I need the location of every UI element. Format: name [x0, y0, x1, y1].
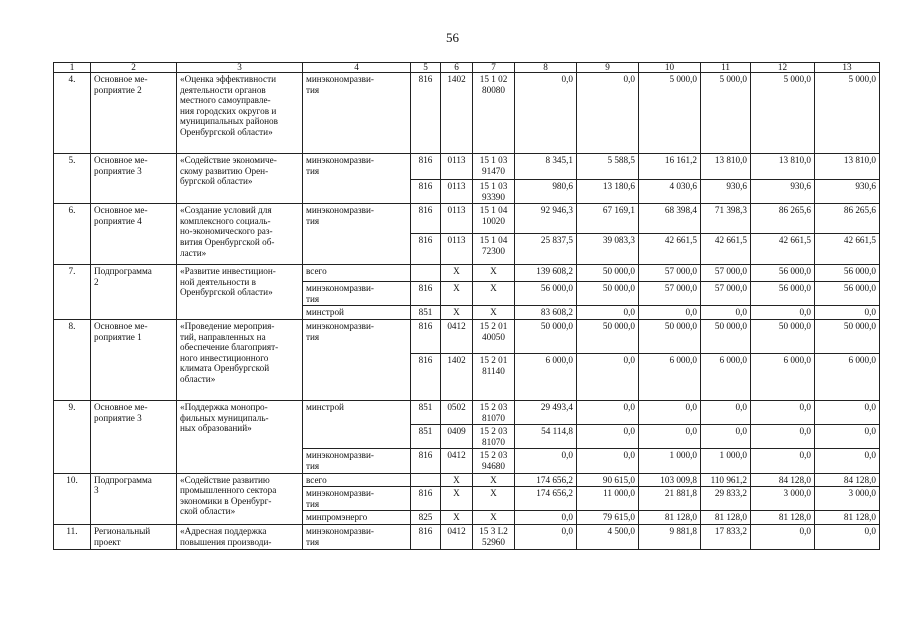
amount-cell: 5 000,0 — [815, 73, 880, 154]
amount-cell: 1 000,0 — [701, 449, 751, 473]
code-csr: X — [473, 487, 515, 511]
amount-cell: 0,0 — [577, 353, 639, 400]
amount-cell: 0,0 — [815, 425, 880, 449]
table-row — [54, 524, 880, 549]
amount-cell: 39 083,3 — [577, 234, 639, 265]
code-grbs — [411, 473, 441, 487]
code-csr: 15 1 04 72300 — [473, 234, 515, 265]
amount-cell: 83 608,2 — [515, 306, 577, 320]
header-cell: 5 — [411, 63, 441, 73]
code-csr: 15 3 L2 52960 — [473, 524, 515, 549]
amount-cell: 0,0 — [701, 400, 751, 424]
code-grbs: 816 — [411, 319, 441, 353]
amount-cell: 0,0 — [815, 524, 880, 549]
code-rzpr: X — [441, 473, 473, 487]
amount-cell: 4 500,0 — [577, 524, 639, 549]
code-grbs: 816 — [411, 180, 441, 204]
amount-cell: 0,0 — [577, 306, 639, 320]
table-row — [54, 400, 880, 424]
header-cell: 2 — [91, 63, 177, 73]
amount-cell: 29 493,4 — [515, 400, 577, 424]
code-grbs: 816 — [411, 353, 441, 400]
event-type: Основное ме- роприятие 4 — [91, 204, 177, 265]
code-rzpr: 1402 — [441, 353, 473, 400]
amount-cell: 56 000,0 — [515, 282, 577, 306]
amount-cell: 0,0 — [751, 449, 815, 473]
event-name: «Адресная поддержка повышения производи- — [177, 524, 303, 549]
amount-cell: 86 265,6 — [751, 204, 815, 234]
code-grbs: 825 — [411, 511, 441, 525]
amount-cell: 57 000,0 — [639, 265, 701, 282]
code-csr: 15 1 03 91470 — [473, 154, 515, 180]
code-grbs: 816 — [411, 73, 441, 154]
code-grbs: 851 — [411, 306, 441, 320]
code-rzpr: 0113 — [441, 154, 473, 180]
amount-cell: 0,0 — [577, 73, 639, 154]
amount-cell: 13 810,0 — [751, 154, 815, 180]
code-grbs: 816 — [411, 204, 441, 234]
code-rzpr: 0113 — [441, 234, 473, 265]
event-type: Основное ме- роприятие 3 — [91, 154, 177, 204]
amount-cell: 68 398,4 — [639, 204, 701, 234]
amount-cell: 0,0 — [577, 425, 639, 449]
event-name: «Проведение мероприя- тий, направленных на обеспечение благоприят- ного инвестиционного климата Оренбургской области» — [177, 319, 303, 400]
amount-cell: 1 000,0 — [639, 449, 701, 473]
amount-cell: 6 000,0 — [815, 353, 880, 400]
table-row — [54, 265, 880, 282]
event-name: «Развитие инвестицион- ной деятельности в Оренбургской области» — [177, 265, 303, 320]
row-number: 9. — [54, 400, 91, 473]
executor: минпромэнерго — [303, 511, 411, 525]
amount-cell: 5 000,0 — [639, 73, 701, 154]
amount-cell: 930,6 — [701, 180, 751, 204]
amount-cell: 67 169,1 — [577, 204, 639, 234]
code-grbs: 816 — [411, 282, 441, 306]
amount-cell: 11 000,0 — [577, 487, 639, 511]
table-row — [54, 154, 880, 180]
amount-cell: 42 661,5 — [751, 234, 815, 265]
code-csr: X — [473, 511, 515, 525]
row-number: 5. — [54, 154, 91, 204]
code-rzpr: 0412 — [441, 449, 473, 473]
amount-cell: 50 000,0 — [701, 319, 751, 353]
table-row — [54, 319, 880, 353]
amount-cell: 0,0 — [515, 511, 577, 525]
amount-cell: 13 810,0 — [701, 154, 751, 180]
amount-cell: 3 000,0 — [815, 487, 880, 511]
row-number: 4. — [54, 73, 91, 154]
amount-cell: 50 000,0 — [815, 319, 880, 353]
code-rzpr: 0409 — [441, 425, 473, 449]
amount-cell: 3 000,0 — [751, 487, 815, 511]
amount-cell: 42 661,5 — [639, 234, 701, 265]
amount-cell: 110 961,2 — [701, 473, 751, 487]
amount-cell: 17 833,2 — [701, 524, 751, 549]
code-rzpr: 0502 — [441, 400, 473, 424]
table-row — [54, 73, 880, 154]
amount-cell: 0,0 — [515, 449, 577, 473]
code-rzpr: X — [441, 306, 473, 320]
executor: всего — [303, 473, 411, 487]
event-type: Основное ме- роприятие 3 — [91, 400, 177, 473]
amount-cell: 9 881,8 — [639, 524, 701, 549]
amount-cell: 0,0 — [751, 425, 815, 449]
amount-cell: 5 000,0 — [751, 73, 815, 154]
code-grbs: 816 — [411, 524, 441, 549]
event-type: Основное ме- роприятие 1 — [91, 319, 177, 400]
amount-cell: 71 398,3 — [701, 204, 751, 234]
header-cell: 1 — [54, 63, 91, 73]
header-cell: 11 — [701, 63, 751, 73]
amount-cell: 50 000,0 — [577, 265, 639, 282]
header-row — [54, 63, 880, 73]
event-name: «Поддержка монопро- фильных муниципаль- ных образований» — [177, 400, 303, 473]
amount-cell: 0,0 — [639, 425, 701, 449]
event-name: «Содействие развитию промышленного сектора экономики в Оренбург- ской области» — [177, 473, 303, 524]
amount-cell: 50 000,0 — [639, 319, 701, 353]
amount-cell: 4 030,6 — [639, 180, 701, 204]
amount-cell: 79 615,0 — [577, 511, 639, 525]
amount-cell: 13 180,6 — [577, 180, 639, 204]
amount-cell: 50 000,0 — [577, 319, 639, 353]
executor: минстрой — [303, 306, 411, 320]
amount-cell: 42 661,5 — [701, 234, 751, 265]
code-csr: 15 1 04 10020 — [473, 204, 515, 234]
event-type: Подпрограмма 3 — [91, 473, 177, 524]
code-rzpr: 0113 — [441, 180, 473, 204]
amount-cell: 50 000,0 — [751, 319, 815, 353]
executor: минэкономразви- тия — [303, 487, 411, 511]
header-cell: 7 — [473, 63, 515, 73]
amount-cell: 81 128,0 — [815, 511, 880, 525]
amount-cell: 90 615,0 — [577, 473, 639, 487]
amount-cell: 29 833,2 — [701, 487, 751, 511]
header-cell: 3 — [177, 63, 303, 73]
amount-cell: 930,6 — [815, 180, 880, 204]
amount-cell: 54 114,8 — [515, 425, 577, 449]
event-name: «Содействие экономиче- скому развитию Орен- бургской области» — [177, 154, 303, 204]
amount-cell: 56 000,0 — [751, 282, 815, 306]
amount-cell: 6 000,0 — [639, 353, 701, 400]
header-cell: 13 — [815, 63, 880, 73]
code-csr: X — [473, 306, 515, 320]
amount-cell: 0,0 — [815, 306, 880, 320]
code-csr: 15 2 03 94680 — [473, 449, 515, 473]
page-number: 56 — [446, 30, 459, 45]
amount-cell: 0,0 — [751, 306, 815, 320]
amount-cell: 42 661,5 — [815, 234, 880, 265]
amount-cell: 86 265,6 — [815, 204, 880, 234]
header-cell: 6 — [441, 63, 473, 73]
amount-cell: 0,0 — [815, 449, 880, 473]
amount-cell: 81 128,0 — [701, 511, 751, 525]
header-cell: 10 — [639, 63, 701, 73]
row-number: 8. — [54, 319, 91, 400]
amount-cell: 6 000,0 — [751, 353, 815, 400]
amount-cell: 174 656,2 — [515, 473, 577, 487]
code-rzpr: X — [441, 487, 473, 511]
row-number: 11. — [54, 524, 91, 549]
amount-cell: 0,0 — [815, 400, 880, 424]
budget-table — [53, 62, 880, 550]
amount-cell: 16 161,2 — [639, 154, 701, 180]
amount-cell: 8 345,1 — [515, 154, 577, 180]
amount-cell: 930,6 — [751, 180, 815, 204]
amount-cell: 81 128,0 — [751, 511, 815, 525]
executor: минэкономразви- тия — [303, 319, 411, 400]
amount-cell: 0,0 — [751, 524, 815, 549]
amount-cell: 0,0 — [639, 400, 701, 424]
amount-cell: 50 000,0 — [577, 282, 639, 306]
code-csr: 15 2 01 81140 — [473, 353, 515, 400]
row-number: 6. — [54, 204, 91, 265]
amount-cell: 5 000,0 — [701, 73, 751, 154]
code-grbs: 816 — [411, 487, 441, 511]
amount-cell: 0,0 — [701, 425, 751, 449]
executor: минэкономразви- тия — [303, 449, 411, 473]
code-csr: 15 1 03 93390 — [473, 180, 515, 204]
header-cell: 12 — [751, 63, 815, 73]
event-name: «Оценка эффективности деятельности органов местного самоуправле- ния городских округов и муниципальных районов Оренбургской области» — [177, 73, 303, 154]
amount-cell: 57 000,0 — [701, 265, 751, 282]
executor: минэкономразви- тия — [303, 524, 411, 549]
code-grbs: 816 — [411, 449, 441, 473]
amount-cell: 92 946,3 — [515, 204, 577, 234]
code-csr: X — [473, 265, 515, 282]
amount-cell: 56 000,0 — [751, 265, 815, 282]
amount-cell: 21 881,8 — [639, 487, 701, 511]
table-row — [54, 204, 880, 234]
table-row — [54, 473, 880, 487]
code-csr: 15 2 01 40050 — [473, 319, 515, 353]
amount-cell: 56 000,0 — [815, 282, 880, 306]
header-cell: 9 — [577, 63, 639, 73]
amount-cell: 174 656,2 — [515, 487, 577, 511]
row-number: 10. — [54, 473, 91, 524]
amount-cell: 0,0 — [577, 400, 639, 424]
event-type: Подпрограмма 2 — [91, 265, 177, 320]
executor: всего — [303, 265, 411, 282]
event-name: «Создание условий для комплексного социаль- но-экономического раз- вития Оренбургской об- ласти» — [177, 204, 303, 265]
amount-cell: 0,0 — [701, 306, 751, 320]
executor: минэкономразви- тия — [303, 204, 411, 265]
code-csr: X — [473, 473, 515, 487]
amount-cell: 57 000,0 — [701, 282, 751, 306]
amount-cell: 25 837,5 — [515, 234, 577, 265]
row-number: 7. — [54, 265, 91, 320]
amount-cell: 0,0 — [639, 306, 701, 320]
event-type: Региональный проект — [91, 524, 177, 549]
amount-cell: 0,0 — [751, 400, 815, 424]
code-rzpr: 0412 — [441, 319, 473, 353]
executor: минэкономразви- тия — [303, 154, 411, 204]
amount-cell: 0,0 — [577, 449, 639, 473]
code-csr: 15 1 02 80080 — [473, 73, 515, 154]
code-rzpr: 0412 — [441, 524, 473, 549]
code-csr: 15 2 03 81070 — [473, 400, 515, 424]
amount-cell: 6 000,0 — [701, 353, 751, 400]
amount-cell: 84 128,0 — [751, 473, 815, 487]
code-csr: 15 2 03 81070 — [473, 425, 515, 449]
amount-cell: 139 608,2 — [515, 265, 577, 282]
executor: минэкономразви- тия — [303, 73, 411, 154]
amount-cell: 0,0 — [515, 73, 577, 154]
amount-cell: 13 810,0 — [815, 154, 880, 180]
code-rzpr: X — [441, 511, 473, 525]
code-grbs — [411, 265, 441, 282]
code-rzpr: X — [441, 282, 473, 306]
amount-cell: 5 588,5 — [577, 154, 639, 180]
amount-cell: 6 000,0 — [515, 353, 577, 400]
header-cell: 8 — [515, 63, 577, 73]
amount-cell: 84 128,0 — [815, 473, 880, 487]
code-csr: X — [473, 282, 515, 306]
amount-cell: 50 000,0 — [515, 319, 577, 353]
amount-cell: 980,6 — [515, 180, 577, 204]
code-grbs: 816 — [411, 154, 441, 180]
executor: минэкономразви- тия — [303, 282, 411, 306]
event-type: Основное ме- роприятие 2 — [91, 73, 177, 154]
executor: минстрой — [303, 400, 411, 448]
code-rzpr: X — [441, 265, 473, 282]
code-grbs: 816 — [411, 234, 441, 265]
code-rzpr: 0113 — [441, 204, 473, 234]
amount-cell: 57 000,0 — [639, 282, 701, 306]
amount-cell: 103 009,8 — [639, 473, 701, 487]
amount-cell: 56 000,0 — [815, 265, 880, 282]
amount-cell: 81 128,0 — [639, 511, 701, 525]
code-grbs: 851 — [411, 400, 441, 424]
code-grbs: 851 — [411, 425, 441, 449]
amount-cell: 0,0 — [515, 524, 577, 549]
code-rzpr: 1402 — [441, 73, 473, 154]
header-cell: 4 — [303, 63, 411, 73]
